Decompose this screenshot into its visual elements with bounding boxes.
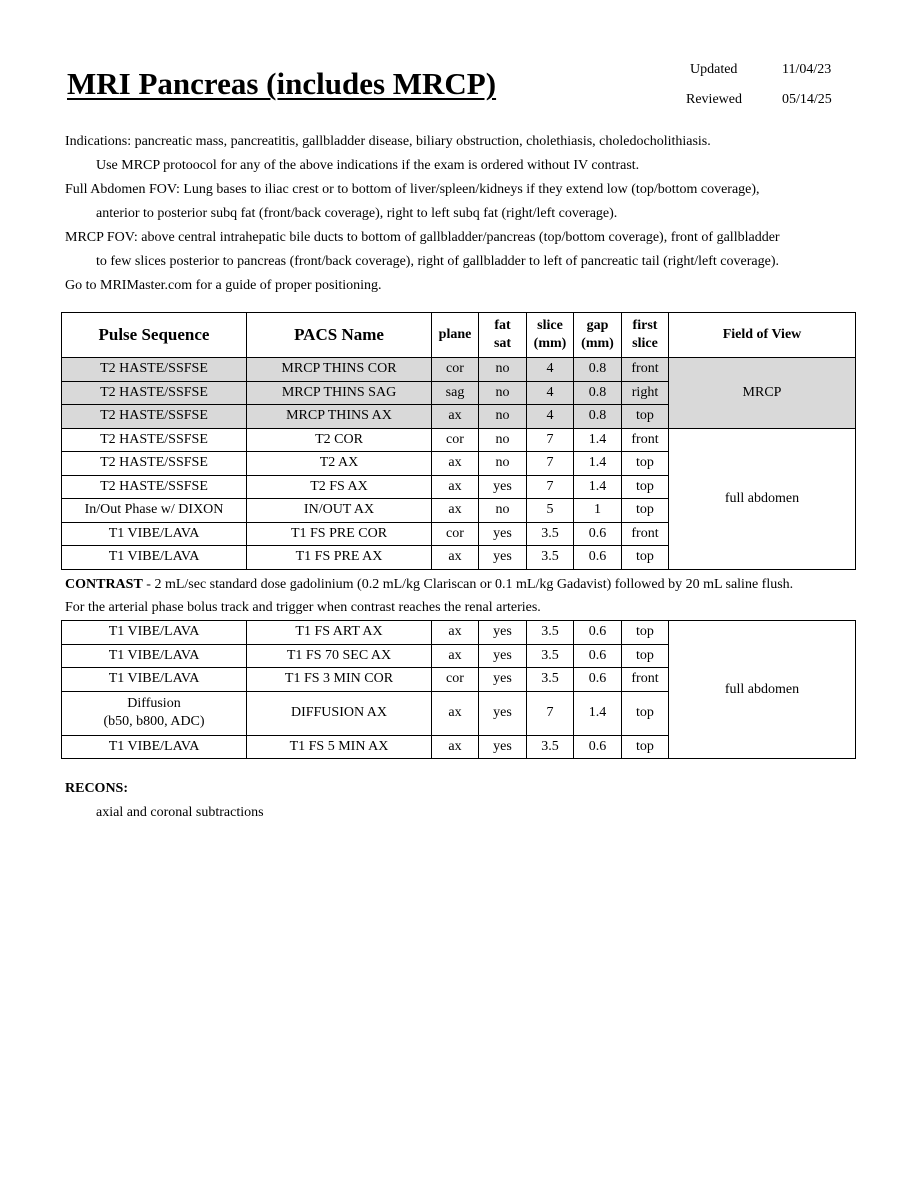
col-first-slice: first slice [622, 313, 669, 358]
table-row: T1 VIBE/LAVA T1 FS PRE AX ax yes 3.5 0.6 top [62, 546, 856, 570]
col-fat-sat: fat sat [479, 313, 527, 358]
col-plane: plane [432, 313, 479, 358]
table-row: T2 HASTE/SSFSE MRCP THINS AX ax no 4 0.8 top [62, 405, 856, 429]
table-row: T2 HASTE/SSFSE T2 AX ax no 7 1.4 top [62, 452, 856, 476]
header-row [62, 313, 856, 358]
indications-line: Indications: pancreatic mass, pancreatitis, gallbladder disease, biliary obstruction, cholethiasis, choledocholithiasis. [65, 134, 711, 149]
table-row: T2 HASTE/SSFSE MRCP THINS COR cor no 4 0.8 front MRCP [62, 358, 856, 382]
table-row: In/Out Phase w/ DIXON IN/OUT AX ax no 5 1 top [62, 499, 856, 523]
table-row: T1 VIBE/LAVA T1 FS ART AX ax yes 3.5 0.6 top full abdomen [62, 621, 856, 645]
arterial-phase-line: For the arterial phase bolus track and trigger when contrast reaches the renal arteries. [65, 600, 541, 615]
reviewed-label: Reviewed [686, 92, 742, 107]
contrast-notes [65, 575, 885, 621]
page-title: MRI Pancreas (includes MRCP) [67, 66, 497, 101]
mrcp-fov-line-cont: to few slices posterior to pancreas (front/back coverage), right of gallbladder to left of pancreatic tail (right/left coverage). [96, 254, 779, 269]
mrcp-use-line: Use MRCP protoocol for any of the above indications if the exam is ordered without IV contrast. [96, 158, 640, 173]
table-row: T1 VIBE/LAVA T1 FS 3 MIN COR cor yes 3.5 0.6 front [62, 668, 856, 692]
updated-label: Updated [690, 62, 738, 77]
table-row: T2 HASTE/SSFSE T2 COR cor no 7 1.4 front full abdomen [62, 428, 856, 452]
table-row: T1 VIBE/LAVA T1 FS 70 SEC AX ax yes 3.5 0.6 top [62, 644, 856, 668]
post-contrast-table [61, 620, 856, 759]
table-row: T1 VIBE/LAVA T1 FS 5 MIN AX ax yes 3.5 0.6 top [62, 735, 856, 759]
table-row: T2 HASTE/SSFSE T2 FS AX ax yes 7 1.4 top [62, 475, 856, 499]
contrast-label: CONTRAST [65, 577, 143, 592]
contrast-line [65, 575, 885, 598]
full-fov-line: Full Abdomen FOV: Lung bases to iliac crest or to bottom of liver/spleen/kidneys if they extend low (top/bottom coverage), [65, 182, 760, 197]
protocol-notes [65, 132, 865, 300]
reviewed-date: 05/14/25 [782, 92, 832, 107]
contrast-text: - 2 mL/sec standard dose gadolinium (0.2 mL/kg Clariscan or 0.1 mL/kg Gadavist) followed by 20 mL saline flush. [142, 577, 794, 592]
positioning-line: Go to MRIMaster.com for a guide of proper positioning. [65, 278, 382, 293]
col-pulse-sequence: Pulse Sequence [62, 313, 247, 358]
recons-text: axial and coronal subtractions [96, 805, 264, 820]
full-fov-line-cont: anterior to posterior subq fat (front/back coverage), right to left subq fat (right/left coverage). [96, 206, 618, 221]
updated-date: 11/04/23 [782, 62, 832, 77]
col-field-of-view: Field of View [669, 313, 856, 358]
table-row: T2 HASTE/SSFSE MRCP THINS SAG sag no 4 0.8 right [62, 381, 856, 405]
fov-full-abdomen: full abdomen [669, 428, 856, 569]
table-row: Diffusion (b50, b800, ADC) DIFFUSION AX ax yes 7 1.4 top [62, 691, 856, 735]
fov-full-abdomen-post: full abdomen [669, 621, 856, 759]
mrcp-fov-line: MRCP FOV: above central intrahepatic bile ducts to bottom of gallbladder/pancreas (top/bottom coverage), front of gallbladder [65, 230, 780, 245]
table-row: T1 VIBE/LAVA T1 FS PRE COR cor yes 3.5 0.6 front [62, 522, 856, 546]
col-pacs-name: PACS Name [247, 313, 432, 358]
recons-section [65, 779, 264, 823]
fov-mrcp: MRCP [669, 358, 856, 429]
col-slice: slice (mm) [527, 313, 574, 358]
col-gap: gap (mm) [574, 313, 622, 358]
recons-heading: RECONS: [65, 781, 129, 796]
pre-contrast-table [61, 312, 856, 570]
